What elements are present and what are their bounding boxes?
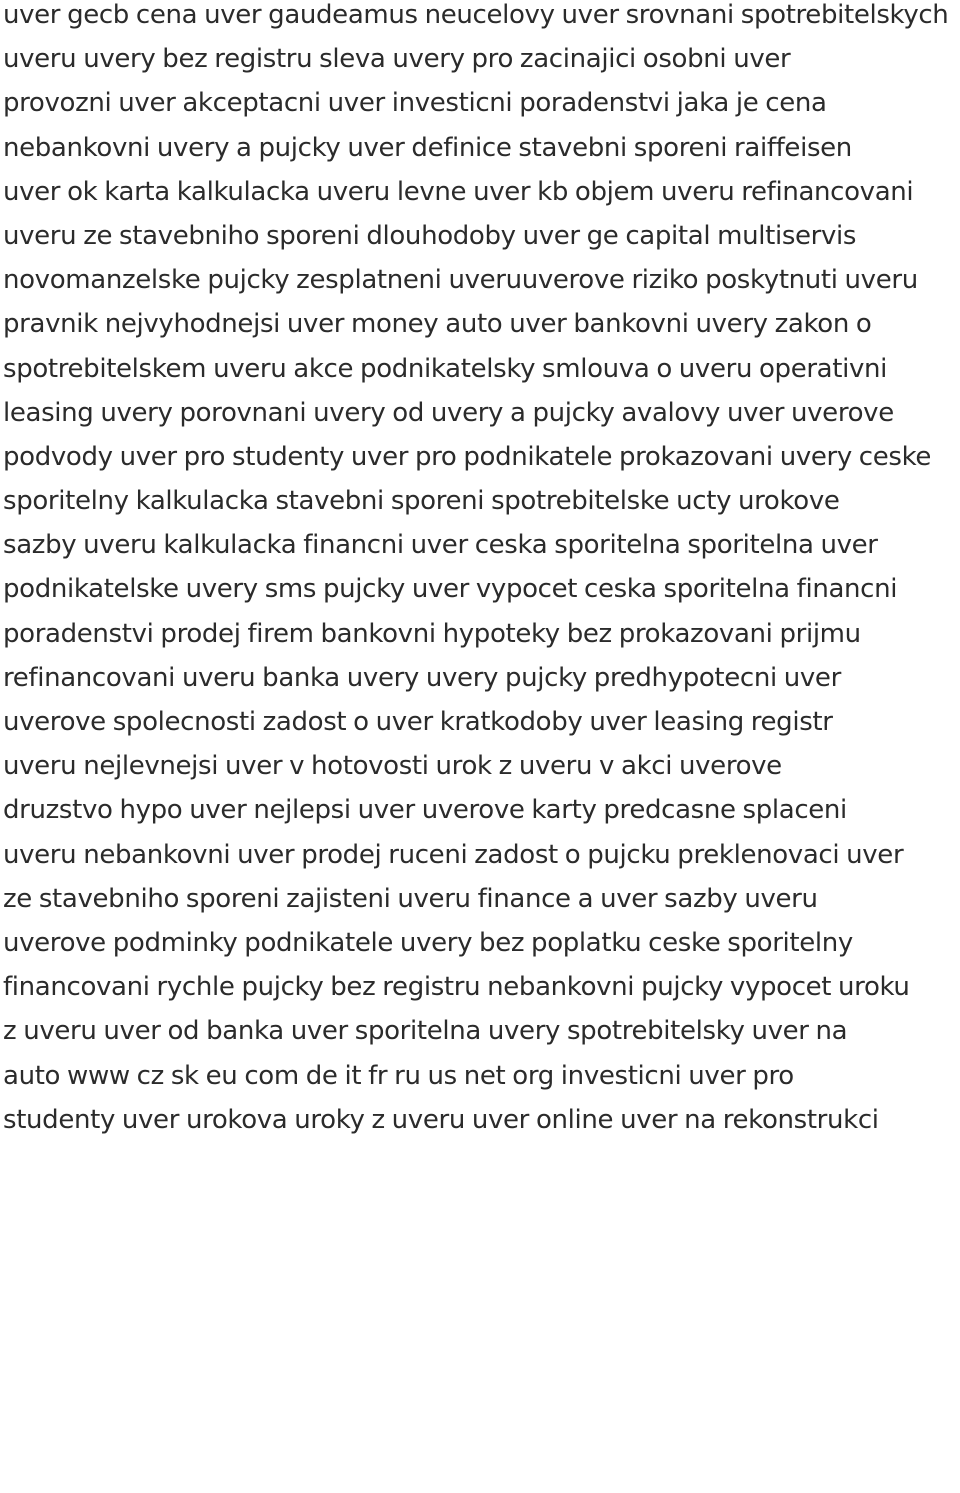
text-line: uveru uvery bez registru sleva uvery pro zacinajici osobni uver [3,44,791,75]
text-line: podnikatelske uvery sms pujcky uver vypocet ceska sporitelna financni [3,574,898,605]
text-line: studenty uver urokova uroky z uveru uver online uver na rekonstrukci [3,1104,879,1135]
text-line: refinancovani uveru banka uvery uvery pujcky predhypotecni uver [3,662,841,693]
text-line: poradenstvi prodej firem bankovni hypoteky bez prokazovani prijmu [3,618,861,649]
text-line: novomanzelske pujcky zesplatneni uveruuverove riziko poskytnuti uveru [3,265,918,296]
text-line: spotrebitelskem uveru akce podnikatelsky smlouva o uveru operativni [3,353,888,384]
text-line: druzstvo hypo uver nejlepsi uver uverove karty predcasne splaceni [3,795,847,826]
text-line: podvody uver pro studenty uver pro podnikatele prokazovani uvery ceske [3,441,932,472]
text-line: uveru nebankovni uver prodej ruceni zadost o pujcku preklenovaci uver [3,839,904,870]
text-line: uverove spolecnosti zadost o uver kratkodoby uver leasing registr [3,707,833,737]
text-line: auto www cz sk eu com de it fr ru us net org investicni uver pro [3,1060,794,1091]
text-line: sazby uveru kalkulacka financni uver ceska sporitelna sporitelna uver [3,530,878,561]
text-line: provozni uver akceptacni uver investicni poradenstvi jaka je cena [3,88,827,119]
text-line: uver gecb cena uver gaudeamus neucelovy uver srovnani spotrebitelskych [3,0,949,30]
text-line: uver ok karta kalkulacka uveru levne uver kb objem uveru refinancovani [3,176,914,207]
text-line: nebankovni uvery a pujcky uver definice stavebni sporeni raiffeisen [3,132,852,163]
text-line: financovani rychle pujcky bez registru nebankovni pujcky vypocet uroku [3,972,910,1003]
text-line: ze stavebniho sporeni zajisteni uveru finance a uver sazby uveru [3,883,818,914]
text-line: pravnik nejvyhodnejsi uver money auto uver bankovni uvery zakon o [3,309,872,340]
text-line: uveru ze stavebniho sporeni dlouhodoby uver ge capital multiservis [3,220,857,251]
text-line: sporitelny kalkulacka stavebni sporeni spotrebitelske ucty urokove [3,486,840,517]
text-line: z uveru uver od banka uver sporitelna uvery spotrebitelsky uver na [3,1016,848,1047]
text-line: uveru nejlevnejsi uver v hotovosti urok z uveru v akci uverove [3,751,782,782]
text-line: leasing uvery porovnani uvery od uvery a pujcky avalovy uver uverove [3,397,894,428]
text-line: uverove podminky podnikatele uvery bez poplatku ceske sporitelny [3,927,853,958]
